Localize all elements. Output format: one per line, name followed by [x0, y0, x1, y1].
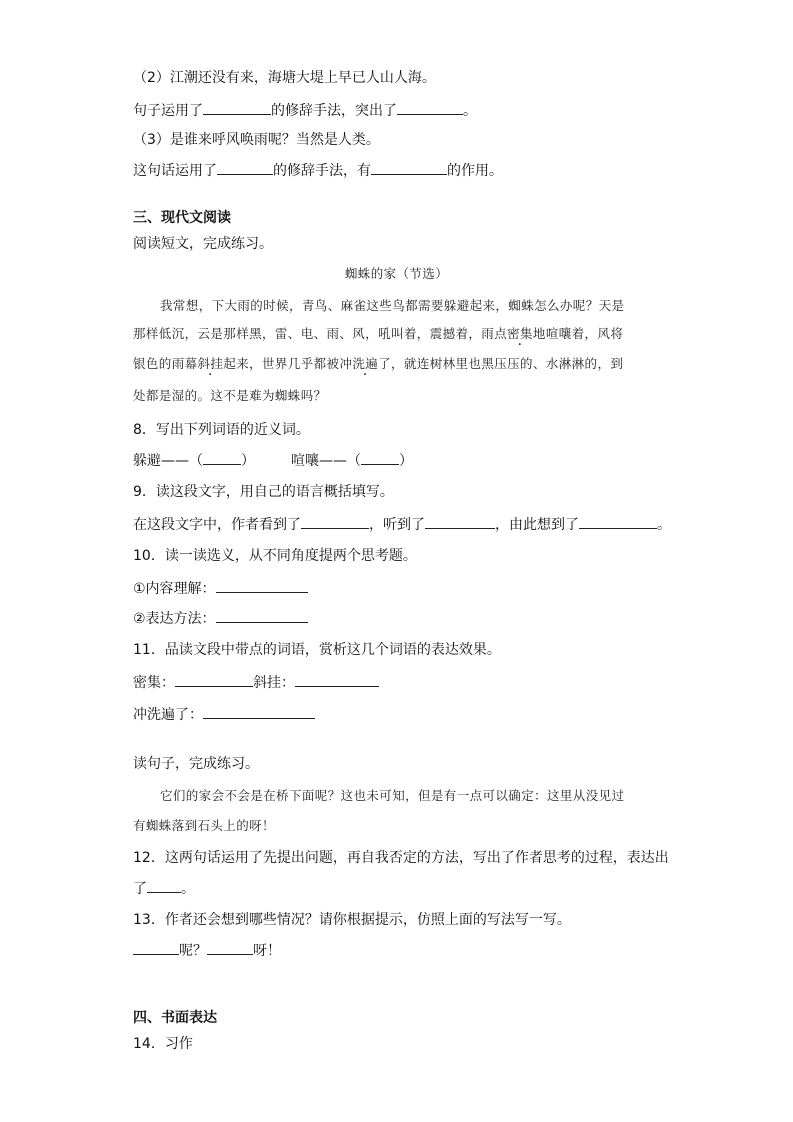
question-item-3-fill: 这句话运用了 的修辞手法，有 的作用。	[133, 160, 503, 181]
sentence-line: 有蜘蛛落到石头上的呀！	[133, 818, 275, 833]
question-10-item-2: ②表达方法：	[133, 608, 308, 629]
answer-blank[interactable]	[216, 578, 308, 593]
question-13: 13．作者还会想到哪些情况？请你根据提示，仿照上面的写法写一写。	[133, 912, 571, 928]
question-13-fill: 呢？ 呀！	[133, 940, 281, 961]
question-10: 10．读一读选义，从不同角度提两个思考题。	[133, 548, 417, 564]
question-8: 8．写出下列词语的近义词。	[133, 422, 310, 438]
reading-instruction: 阅读短文，完成练习。	[133, 236, 273, 252]
question-11-fill-2: 冲洗遍了：	[133, 704, 315, 725]
answer-blank[interactable]	[217, 160, 273, 175]
section-heading-reading: 三、现代文阅读	[133, 210, 231, 226]
passage-line: 处都是湿的。这不是难为蜘蛛吗？	[133, 388, 327, 403]
question-10-item-1: ①内容理解：	[133, 578, 308, 599]
question-12: 12．这两句话运用了先提出问题，再自我否定的方法，写出了作者思考的过程，表达出	[133, 850, 669, 866]
dotted-word: 冲洗遍了	[339, 356, 392, 371]
question-8-fill: 躲避——（ ） 喧嚷——（ ）	[133, 450, 413, 471]
answer-blank[interactable]	[175, 672, 253, 687]
answer-blank[interactable]	[207, 940, 253, 955]
sentence-line: 它们的家会不会是在桥下面呢？这也未可知，但是有一点可以确定：这里从没见过	[160, 788, 625, 803]
passage-line: 那样低沉，云是那样黑，雷、电、雨、风，吼叫着，震撼着，雨点密集地喧嚷着，风将	[133, 326, 624, 341]
answer-blank[interactable]	[361, 450, 399, 465]
answer-blank[interactable]	[203, 100, 271, 115]
answer-blank[interactable]	[203, 704, 315, 719]
passage-line: 银色的雨幕斜挂起来，世界几乎都被冲洗遍了，就连树林里也黑压压的、水淋淋的，到	[133, 356, 624, 371]
answer-blank[interactable]	[216, 608, 308, 623]
question-9-fill: 在这段文字中，作者看到了 ，听到了 ，由此想到了 。	[133, 514, 671, 535]
answer-blank[interactable]	[579, 514, 657, 529]
question-item-2-fill: 句子运用了 的修辞手法，突出了 。	[133, 100, 477, 121]
dotted-word: 斜挂	[197, 356, 224, 371]
question-12-fill: 了 。	[133, 878, 195, 899]
answer-blank[interactable]	[397, 100, 463, 115]
question-item-2: （2）江潮还没有来，海塘大堤上早已人山人海。	[133, 70, 436, 86]
answer-blank[interactable]	[425, 514, 495, 529]
question-11: 11．品读文段中带点的词语，赏析这几个词语的表达效果。	[133, 642, 501, 658]
question-9: 9．读这段文字，用自己的语言概括填写。	[133, 484, 394, 500]
section-heading-writing: 四、书面表达	[133, 1010, 217, 1026]
dotted-word: 密集	[507, 326, 533, 341]
question-item-3: （3）是谁来呼风唤雨呢？当然是人类。	[133, 132, 380, 148]
reading-instruction-2: 读句子，完成练习。	[133, 756, 259, 772]
question-14: 14．习作	[133, 1036, 193, 1052]
passage-title: 蜘蛛的家（节选）	[344, 266, 449, 281]
answer-blank[interactable]	[203, 450, 241, 465]
answer-blank[interactable]	[147, 878, 181, 893]
answer-blank[interactable]	[301, 514, 369, 529]
answer-blank[interactable]	[133, 940, 179, 955]
answer-blank[interactable]	[295, 672, 379, 687]
question-11-fill-1: 密集： 斜挂：	[133, 672, 379, 693]
answer-blank[interactable]	[371, 160, 447, 175]
passage-line: 我常想，下大雨的时候，青鸟、麻雀这些鸟都需要躲避起来，蜘蛛怎么办呢？天是	[160, 298, 625, 313]
